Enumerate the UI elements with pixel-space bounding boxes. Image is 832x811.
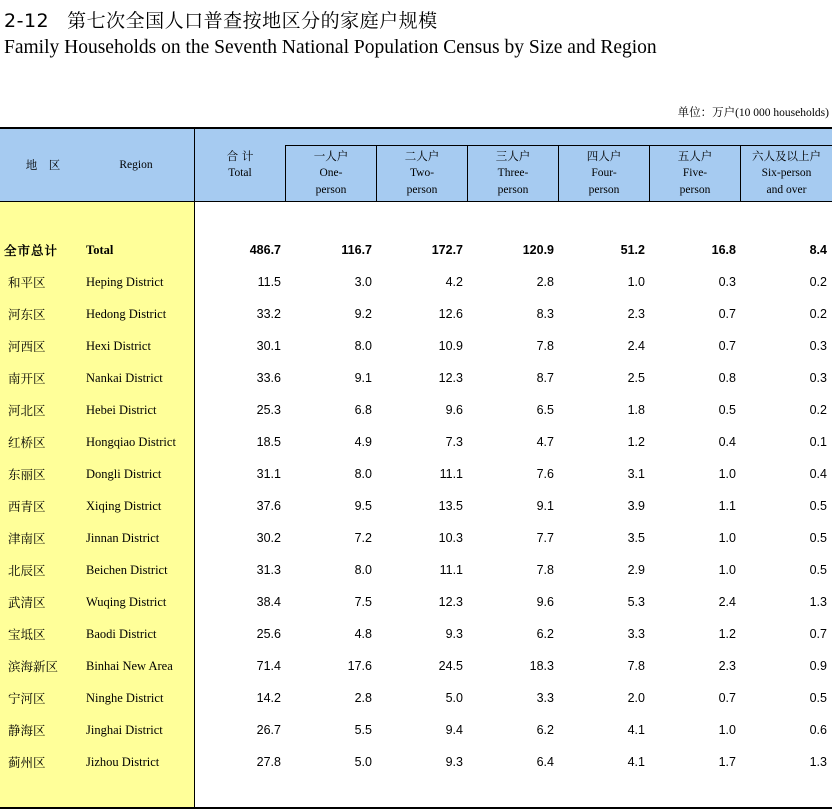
cell-v3: 6.2	[536, 723, 554, 737]
cell-v4: 2.3	[627, 307, 645, 321]
cell-v2: 11.1	[439, 467, 463, 481]
cell-v5: 1.0	[718, 563, 736, 577]
cell-v4: 5.3	[627, 595, 645, 609]
header-two-person: 二人户 Two- person	[404, 149, 440, 196]
cell-total: 27.8	[256, 755, 281, 769]
cell-v5: 0.4	[718, 435, 736, 449]
cell-v6: 1.3	[809, 595, 827, 609]
table-row	[0, 746, 827, 778]
cell-v4: 2.4	[627, 339, 645, 353]
cell-v2: 5.0	[445, 691, 463, 705]
cell-v5: 0.7	[718, 339, 736, 353]
cell-v3: 9.1	[536, 499, 554, 513]
table-row	[0, 426, 827, 458]
cell-total: 37.6	[256, 499, 281, 513]
region-name-zh: 武清区	[8, 595, 46, 610]
cell-total: 25.6	[256, 627, 281, 641]
region-name-en: Hexi District	[86, 338, 151, 353]
region-name-zh: 河西区	[8, 339, 46, 354]
cell-v5: 1.0	[718, 467, 736, 481]
region-name-en: Dongli District	[86, 466, 162, 481]
header-four-person: 四人户 Four- person	[586, 149, 622, 196]
cell-total: 30.2	[256, 531, 281, 545]
cell-v6: 0.5	[809, 499, 827, 513]
cell-v3: 9.6	[536, 595, 554, 609]
cell-v2: 9.4	[445, 723, 463, 737]
table-row	[0, 490, 827, 522]
cell-v1: 5.5	[354, 723, 372, 737]
table-row	[0, 362, 827, 394]
cell-v1: 5.0	[354, 755, 372, 769]
cell-v3: 8.3	[536, 307, 554, 321]
table-row	[0, 682, 827, 714]
region-name-en: Hebei District	[86, 402, 157, 417]
cell-v1: 7.2	[354, 531, 372, 545]
header-region-zh: 地 区	[25, 158, 61, 172]
cell-v6: 0.9	[809, 659, 827, 673]
cell-total: 33.6	[256, 371, 281, 385]
cell-v3: 18.3	[529, 659, 554, 673]
table-row	[0, 266, 827, 298]
cell-v2: 7.3	[445, 435, 463, 449]
region-name-en: Heping District	[86, 274, 164, 289]
cell-v6: 8.4	[809, 243, 827, 257]
header-six-person-and-over: 六人及以上户 Six-person and over	[752, 149, 821, 196]
table-row	[0, 458, 827, 490]
cell-v5: 1.1	[718, 499, 736, 513]
region-name-zh: 宁河区	[8, 691, 46, 706]
cell-total: 18.5	[256, 435, 281, 449]
cell-v5: 0.7	[718, 307, 736, 321]
table-row	[0, 586, 827, 618]
cell-v6: 0.2	[809, 275, 827, 289]
cell-v4: 3.1	[627, 467, 645, 481]
region-name-zh: 滨海新区	[8, 659, 59, 674]
cell-v6: 0.4	[809, 467, 827, 481]
region-name-zh: 北辰区	[8, 563, 46, 578]
table-row	[0, 394, 827, 426]
cell-v3: 7.8	[536, 563, 554, 577]
cell-v2: 4.2	[445, 275, 463, 289]
region-name-zh: 全市总计	[4, 243, 59, 258]
cell-v5: 1.7	[718, 755, 736, 769]
cell-v5: 0.8	[718, 371, 736, 385]
cell-v4: 1.2	[627, 435, 645, 449]
cell-v3: 3.3	[536, 691, 554, 705]
unit-note: 单位：万户(10 000 households)	[677, 107, 829, 119]
cell-v2: 9.3	[445, 755, 463, 769]
cell-v2: 12.3	[438, 595, 463, 609]
cell-total: 31.3	[256, 563, 281, 577]
region-name-zh: 红桥区	[8, 435, 46, 450]
cell-v4: 3.9	[627, 499, 645, 513]
cell-v1: 116.7	[341, 243, 372, 257]
cell-v3: 6.4	[536, 755, 554, 769]
cell-v1: 4.8	[354, 627, 372, 641]
cell-total: 38.4	[256, 595, 281, 609]
cell-v4: 7.8	[627, 659, 645, 673]
table-row	[0, 330, 827, 362]
cell-total: 30.1	[256, 339, 281, 353]
region-name-en: Beichen District	[86, 562, 168, 577]
region-name-zh: 蓟州区	[8, 755, 46, 770]
cell-total: 31.1	[256, 467, 281, 481]
cell-v4: 2.5	[627, 371, 645, 385]
cell-v5: 0.7	[718, 691, 736, 705]
table-title-en: Family Households on the Seventh National Population Census by Size and Region	[4, 37, 657, 58]
table-title-zh	[4, 6, 438, 33]
cell-v4: 4.1	[627, 755, 645, 769]
cell-v6: 1.3	[809, 755, 827, 769]
region-name-zh: 西青区	[8, 499, 46, 514]
cell-v5: 1.2	[718, 627, 736, 641]
cell-v3: 120.9	[522, 243, 554, 257]
cell-v2: 24.5	[438, 659, 463, 673]
cell-v4: 1.8	[627, 403, 645, 417]
cell-v1: 6.8	[354, 403, 372, 417]
cell-v6: 0.1	[809, 435, 827, 449]
region-name-zh: 河北区	[8, 403, 46, 418]
cell-v2: 9.6	[445, 403, 463, 417]
cell-v2: 9.3	[445, 627, 463, 641]
cell-v1: 17.6	[347, 659, 372, 673]
cell-v4: 3.5	[627, 531, 645, 545]
cell-v4: 51.2	[620, 243, 645, 257]
cell-total: 14.2	[256, 691, 281, 705]
table-row	[0, 554, 827, 586]
cell-v3: 6.5	[536, 403, 554, 417]
table-row	[0, 298, 827, 330]
region-name-zh: 和平区	[8, 275, 46, 290]
header-one-person: 一人户 One- person	[313, 149, 349, 196]
table-number: 2-12	[4, 10, 50, 32]
cell-v1: 8.0	[354, 339, 372, 353]
cell-v1: 2.8	[354, 691, 372, 705]
header-rule	[0, 201, 832, 202]
top-rule	[0, 127, 832, 129]
households-table	[0, 234, 827, 778]
region-name-en: Ninghe District	[86, 690, 164, 705]
cell-total: 71.4	[256, 659, 281, 673]
region-name-en: Jinghai District	[86, 722, 163, 737]
cell-total: 25.3	[256, 403, 281, 417]
cell-v6: 0.5	[809, 531, 827, 545]
cell-v1: 7.5	[354, 595, 372, 609]
cell-v2: 13.5	[438, 499, 463, 513]
cell-v4: 4.1	[627, 723, 645, 737]
region-name-en: Wuqing District	[86, 594, 167, 609]
table-row	[0, 522, 827, 554]
cell-v6: 0.2	[809, 403, 827, 417]
cell-v2: 12.6	[438, 307, 463, 321]
table-row	[0, 714, 827, 746]
bottom-rule	[0, 807, 832, 809]
cell-v2: 172.7	[431, 243, 463, 257]
cell-v2: 10.9	[438, 339, 463, 353]
cell-total: 33.2	[256, 307, 281, 321]
cell-v3: 7.7	[536, 531, 554, 545]
region-name-zh: 静海区	[8, 723, 46, 738]
cell-v5: 0.5	[718, 403, 736, 417]
header-region-en: Region	[119, 159, 153, 171]
region-name-en: Xiqing District	[86, 498, 162, 513]
cell-v2: 10.3	[438, 531, 463, 545]
table-row	[0, 650, 827, 682]
region-name-en: Jizhou District	[86, 754, 160, 769]
cell-v4: 2.9	[627, 563, 645, 577]
cell-v5: 16.8	[711, 243, 736, 257]
total-row	[0, 234, 827, 266]
region-name-en: Binhai New Area	[86, 658, 173, 673]
cell-v4: 2.0	[627, 691, 645, 705]
cell-v3: 7.8	[536, 339, 554, 353]
cell-total: 11.5	[257, 275, 281, 289]
cell-v2: 12.3	[438, 371, 463, 385]
cell-v5: 1.0	[718, 531, 736, 545]
table-row	[0, 618, 827, 650]
cell-v6: 0.3	[809, 339, 827, 353]
cell-v6: 0.6	[809, 723, 827, 737]
header-three-person: 三人户 Three- person	[495, 149, 531, 196]
cell-v6: 0.2	[809, 307, 827, 321]
cell-v1: 8.0	[354, 563, 372, 577]
cell-v1: 9.1	[354, 371, 372, 385]
cell-v1: 4.9	[354, 435, 372, 449]
header-five-person: 五人户 Five- person	[677, 149, 713, 196]
cell-v6: 0.5	[809, 563, 827, 577]
region-name-zh: 津南区	[8, 531, 46, 546]
cell-v6: 0.5	[809, 691, 827, 705]
cell-total: 486.7	[249, 243, 281, 257]
cell-v3: 8.7	[536, 371, 554, 385]
cell-v4: 3.3	[627, 627, 645, 641]
cell-v3: 6.2	[536, 627, 554, 641]
header-total: 合 计 Total	[226, 149, 254, 179]
cell-v6: 0.3	[809, 371, 827, 385]
region-name-en: Total	[86, 242, 114, 257]
region-name-en: Nankai District	[86, 370, 163, 385]
cell-v5: 2.3	[718, 659, 736, 673]
title-zh-text: 第七次全国人口普查按地区分的家庭户规模	[67, 10, 438, 32]
cell-v1: 9.5	[354, 499, 372, 513]
cell-v6: 0.7	[809, 627, 827, 641]
cell-v5: 1.0	[718, 723, 736, 737]
region-name-zh: 南开区	[8, 371, 46, 386]
cell-v3: 2.8	[536, 275, 554, 289]
region-name-en: Hongqiao District	[86, 434, 176, 449]
region-name-zh: 河东区	[8, 307, 46, 322]
cell-v1: 9.2	[354, 307, 372, 321]
cell-v5: 0.3	[718, 275, 736, 289]
region-name-zh: 东丽区	[8, 467, 46, 482]
region-name-en: Hedong District	[86, 306, 167, 321]
cell-v2: 11.1	[439, 563, 463, 577]
cell-v3: 4.7	[536, 435, 554, 449]
region-name-en: Baodi District	[86, 626, 157, 641]
cell-v4: 1.0	[627, 275, 645, 289]
cell-v1: 3.0	[354, 275, 372, 289]
cell-v1: 8.0	[354, 467, 372, 481]
cell-total: 26.7	[256, 723, 281, 737]
cell-v5: 2.4	[718, 595, 736, 609]
cell-v3: 7.6	[536, 467, 554, 481]
region-name-en: Jinnan District	[86, 530, 160, 545]
region-name-zh: 宝坻区	[8, 627, 46, 642]
